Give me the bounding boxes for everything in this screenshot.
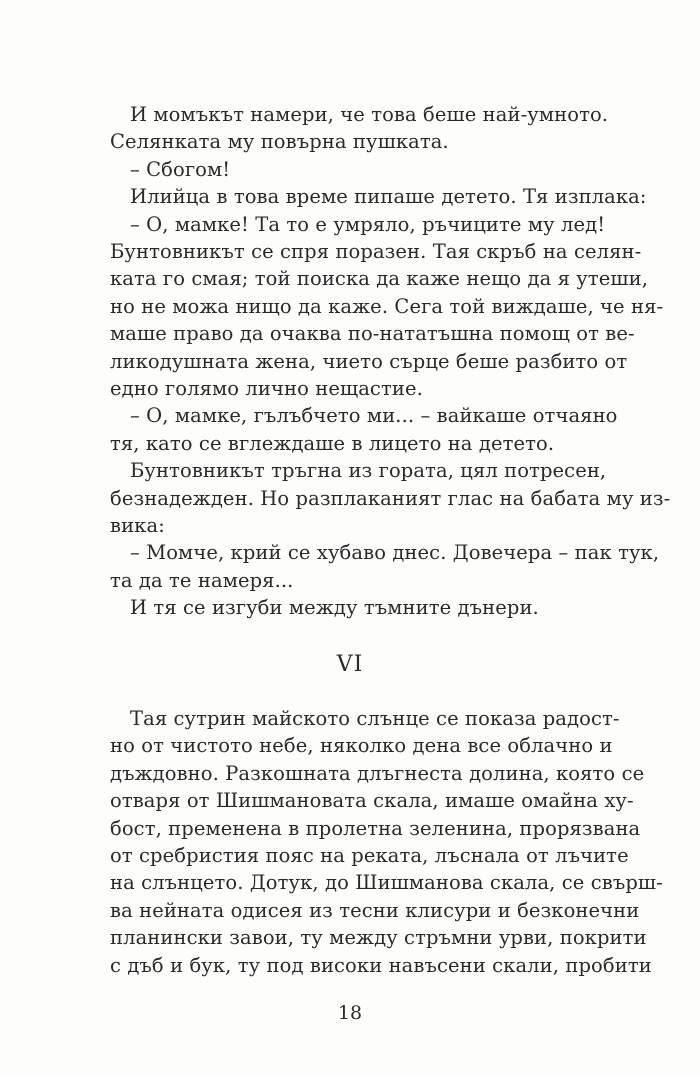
- text-line: тя, като се вглеждаше в лицето на детето.: [110, 431, 555, 455]
- text-line: Илийца в това време пипаше детето. Тя изплака:: [130, 185, 647, 209]
- text-line: – О, мамке! Та то е умряло, ръчиците му лед!: [130, 212, 606, 236]
- text-line: ва нейната одисея из тесни клисури и безконечни: [110, 898, 640, 922]
- page-number: 18: [337, 1002, 363, 1024]
- text-line: но от чистото небе, няколко дена все облачно и: [110, 734, 613, 758]
- text-line: Тая сутрин майското слънце се показа радост-: [130, 707, 620, 730]
- text-line: но не можа нищо да каже. Сега той виждаше, че ня-: [110, 294, 664, 318]
- text-line: маше право да очаква по-нататъшна помощ от ве-: [110, 322, 635, 346]
- text-line: от сребристия пояс на реката, лъснала от лъчите: [110, 844, 629, 867]
- text-line: И тя се изгуби между тъмните дънери.: [130, 596, 539, 620]
- text-line: та да те намеря...: [110, 568, 294, 592]
- text-line: на слънцето. Дотук, до Шишманова скала, се свърш-: [110, 871, 663, 895]
- text-line: вика:: [110, 514, 165, 537]
- text-line: ликодушната жена, чието сърце беше разбито от: [110, 349, 628, 373]
- text-line: бост, пременена в пролетна зеленина, прорязвана: [110, 816, 641, 840]
- text-line: дъждовно. Разкошната длъгнеста долина, която се: [110, 761, 645, 785]
- text-line: – О, мамке, гълъбчето ми... – вайкаше отчаяно: [130, 404, 618, 428]
- text-line: с дъб и бук, ту под високи навъсени скали, пробити: [110, 953, 652, 977]
- text-line: – Сбогом!: [130, 157, 231, 181]
- text-line: безнадежден. Но разплаканият глас на бабата му из-: [110, 486, 671, 510]
- text-line: Бунтовникът тръгна из гората, цял потресен,: [130, 459, 607, 483]
- text-line: ката го смая; той поиска да каже нещо да я утеши,: [110, 267, 649, 291]
- text-line: И момъкът намери, че това беше най-умното.: [130, 103, 609, 126]
- text-line: Селянката му повърна пушката.: [110, 130, 449, 154]
- text-line: планински завои, ту между стръмни урви, покрити: [110, 926, 647, 950]
- text-line: отваря от Шишмановата скала, имаше омайна ху-: [110, 789, 634, 813]
- text-line: Бунтовникът се спря поразен. Тая скръб на селян-: [110, 240, 642, 263]
- chapter-heading: VI: [336, 652, 364, 677]
- text-line: – Момче, крий се хубаво днес. Довечера – пак тук,: [130, 541, 660, 565]
- text-line: едно голямо лично нещастие.: [110, 377, 423, 400]
